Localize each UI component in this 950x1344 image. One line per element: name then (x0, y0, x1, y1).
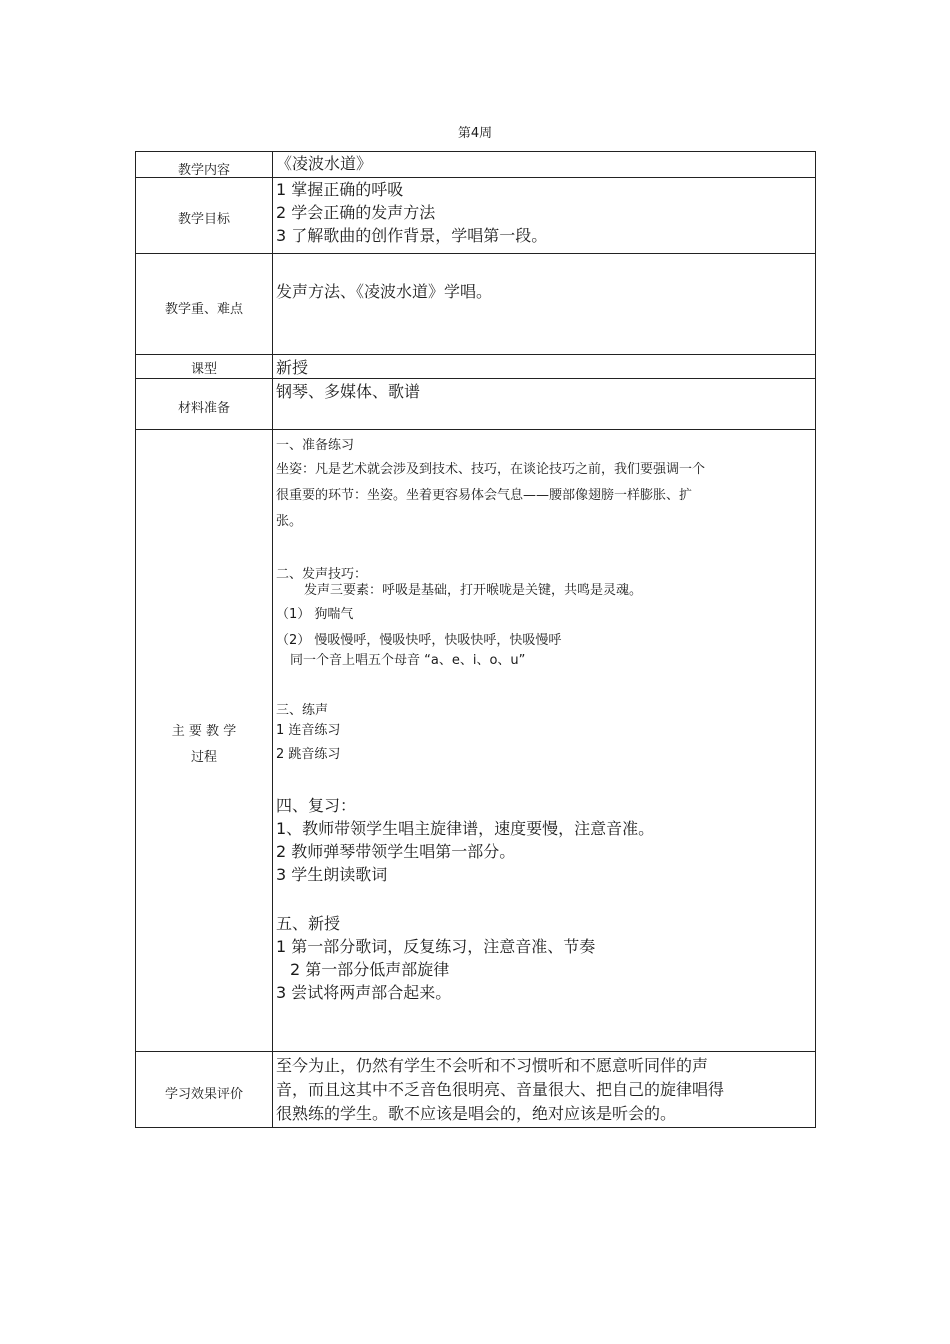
section-title: 五、新授 (276, 914, 341, 933)
label-key-points-text: 教学重、难点 (164, 302, 243, 317)
label-process (136, 430, 273, 1051)
key-points-text: 发声方法、《凌波水道》学唱。 (276, 282, 493, 301)
row-evaluation (136, 1052, 815, 1127)
label-content-text: 教学内容 (177, 163, 230, 178)
section-title: 三、练声 (276, 703, 329, 718)
process-text: 坐姿：凡是艺术就会涉及到技术、技巧，在谈论技巧之前，我们要强调一个 (276, 462, 706, 477)
process-text: 2 教师弹琴带领学生唱第一部分。 (276, 842, 516, 861)
cell-evaluation (274, 1052, 815, 1127)
process-text: 2 跳音练习 (276, 747, 341, 762)
label-process-line1: 主 要 教 学 (171, 724, 237, 739)
goal-item: 3 了解歌曲的创作背景，学唱第一段。 (276, 226, 548, 245)
cell-materials (274, 379, 815, 429)
section-title: 四、复习： (276, 796, 357, 815)
materials-text: 钢琴、多媒体、歌谱 (276, 382, 421, 401)
cell-key-points (274, 254, 815, 354)
evaluation-text: 音，而且这其中不乏音色很明亮、音量很大、把自己的旋律唱得 (276, 1080, 725, 1099)
process-text: 1 第一部分歌词，反复练习，注意音准、节奏 (276, 937, 596, 956)
process-text: 2 第一部分低声部旋律 (290, 960, 450, 979)
process-text: 3 尝试将两声部合起来。 (276, 983, 452, 1002)
section-title: 二、发声技巧： (276, 567, 368, 582)
process-text: （1） 狗喘气 (276, 607, 354, 622)
cell-content (274, 152, 815, 177)
row-materials (136, 379, 815, 430)
goal-item: 1 掌握正确的呼吸 (276, 180, 404, 199)
process-text: 张。 (276, 514, 303, 529)
section-title: 一、准备练习 (276, 438, 355, 453)
cell-lesson-type (274, 355, 815, 378)
label-process-line2: 过程 (190, 750, 217, 765)
label-goals-text: 教学目标 (177, 212, 230, 227)
content-text: 《凌波水道》 (276, 154, 373, 173)
row-content (136, 152, 815, 178)
process-text: 3 学生朗读歌词 (276, 865, 388, 884)
label-materials-text: 材料准备 (177, 401, 230, 416)
week-title: 第4周 (457, 126, 493, 141)
row-goals (136, 178, 815, 254)
row-key-points (136, 254, 815, 355)
label-evaluation (136, 1052, 273, 1127)
lesson-plan-table (135, 151, 816, 1128)
row-process (136, 430, 815, 1052)
lesson-type-text: 新授 (276, 358, 309, 377)
process-text: 很重要的环节：坐姿。坐着更容易体会气息——腰部像翅膀一样膨胀、扩 (276, 488, 693, 503)
cell-goals (274, 178, 815, 253)
process-text: 发声三要素：呼吸是基础，打开喉咙是关键，共鸣是灵魂。 (304, 583, 643, 598)
goal-item: 2 学会正确的发声方法 (276, 203, 436, 222)
evaluation-text: 很熟练的学生。歌不应该是唱会的，绝对应该是听会的。 (276, 1104, 677, 1123)
cell-process (274, 430, 815, 1051)
process-text: 同一个音上唱五个母音 “a、e、i、o、u” (290, 653, 526, 668)
label-lesson-type-text: 课型 (190, 362, 217, 377)
row-lesson-type (136, 355, 815, 379)
evaluation-text: 至今为止，仍然有学生不会听和不习惯听和不愿意听同伴的声 (276, 1056, 709, 1075)
label-key-points (136, 254, 273, 354)
process-text: 1 连音练习 (276, 723, 341, 738)
label-content (136, 152, 273, 177)
label-goals (136, 178, 273, 253)
process-text: 1、教师带领学生唱主旋律谱，速度要慢，注意音准。 (276, 819, 655, 838)
label-materials (136, 379, 273, 429)
label-evaluation-text: 学习效果评价 (164, 1087, 243, 1102)
process-text: （2） 慢吸慢呼，慢吸快呼，快吸快呼，快吸慢呼 (276, 633, 562, 648)
label-lesson-type (136, 355, 273, 378)
